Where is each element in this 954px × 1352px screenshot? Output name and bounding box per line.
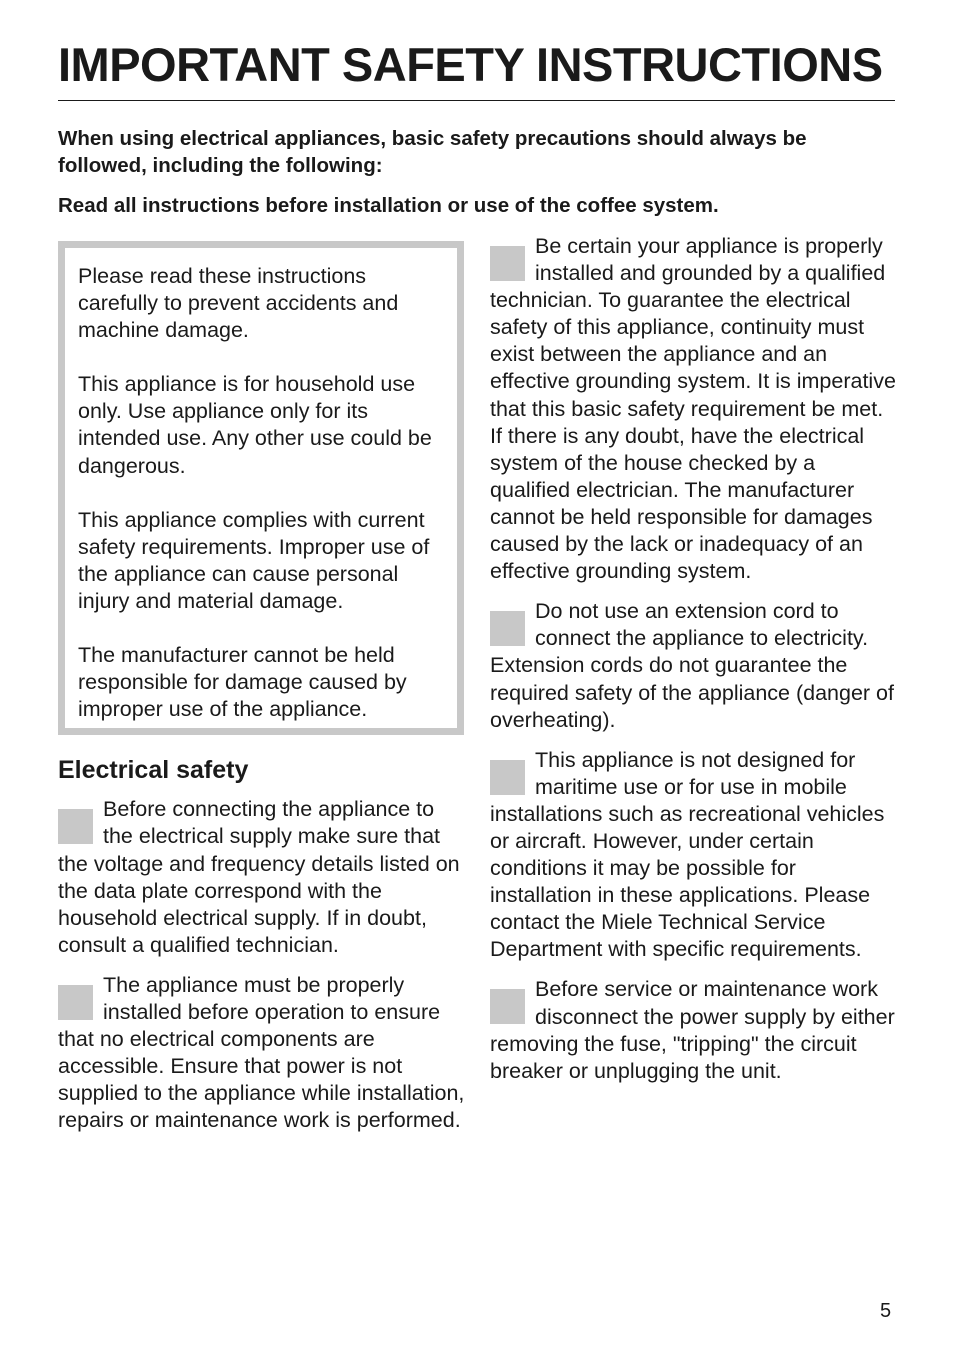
- bullet-marker-icon: [58, 985, 93, 1020]
- intro-precautions: When using electrical appliances, basic safety precautions should always be followed, including the following:: [58, 127, 807, 177]
- safety-item-text: Before service or maintenance work disconnect the power supply by either removing the fuse, "tripping" the circuit breaker or unplugging the unit.: [490, 977, 895, 1083]
- safety-item: [490, 598, 900, 733]
- notice-paragraph: The manufacturer cannot be held responsible for damage caused by improper use of the appliance.: [78, 643, 407, 722]
- safety-item-text: Be certain your appliance is properly installed and grounded by a qualified technician. To guarantee the electrical safety of this appliance, continuity must exist between the appliance and an effective grounding system. It is imperative that this basic safety requirement be met. If there is any doubt, have the electrical system of the house checked by a qualified electrician. The manufacturer cannot be held responsible for damages caused by the lack or inadequacy of an effective grounding system.: [490, 234, 896, 584]
- page-number: 5: [880, 1300, 892, 1322]
- safety-item: [58, 972, 468, 1135]
- notice-paragraph: Please read these instructions carefully to prevent accidents and machine damage.: [78, 264, 399, 343]
- safety-item: [58, 796, 468, 959]
- safety-item: [490, 747, 900, 964]
- bullet-marker-icon: [58, 809, 93, 844]
- right-column: [490, 233, 900, 1098]
- intro-read-instructions: Read all instructions before installation or use of the coffee system.: [58, 194, 719, 217]
- notice-paragraph: This appliance is for household use only. Use appliance only for its intended use. Any other use could be dangerous.: [78, 372, 432, 478]
- safety-item-text: Do not use an extension cord to connect the appliance to electricity. Extension cords do not guarantee the required safety of the appliance (danger of overheating).: [490, 599, 894, 732]
- safety-item: [490, 976, 900, 1084]
- safety-item-text: The appliance must be properly installed before operation to ensure that no electrical components are accessible. Ensure that power is not supplied to the appliance while installation, repairs or maintenance work is performed.: [58, 972, 465, 1133]
- safety-item: [490, 233, 900, 585]
- bullet-marker-icon: [490, 760, 525, 795]
- section-heading-electrical-safety: Electrical safety: [58, 756, 249, 785]
- left-column: [58, 241, 468, 1147]
- bullet-marker-icon: [490, 989, 525, 1024]
- safety-item-text: Before connecting the appliance to the electrical supply make sure that the voltage and frequency details listed on the data plate correspond with the household electrical supply. If in doubt, consult a qualified technician.: [58, 797, 460, 957]
- bullet-marker-icon: [490, 611, 525, 646]
- title-divider: [58, 100, 895, 101]
- notice-paragraph: This appliance complies with current safety requirements. Improper use of the appliance can cause personal injury and material damage.: [78, 507, 430, 613]
- notice-box: [58, 241, 464, 735]
- bullet-marker-icon: [490, 246, 525, 281]
- page-title: IMPORTANT SAFETY INSTRUCTIONS: [58, 38, 883, 91]
- safety-item-text: This appliance is not designed for maritime use or for use in mobile installations such as recreational vehicles or aircraft. However, under certain conditions it may be possible for installation in these applications. Please contact the Miele Technical Service Department with specific requirements.: [490, 747, 885, 962]
